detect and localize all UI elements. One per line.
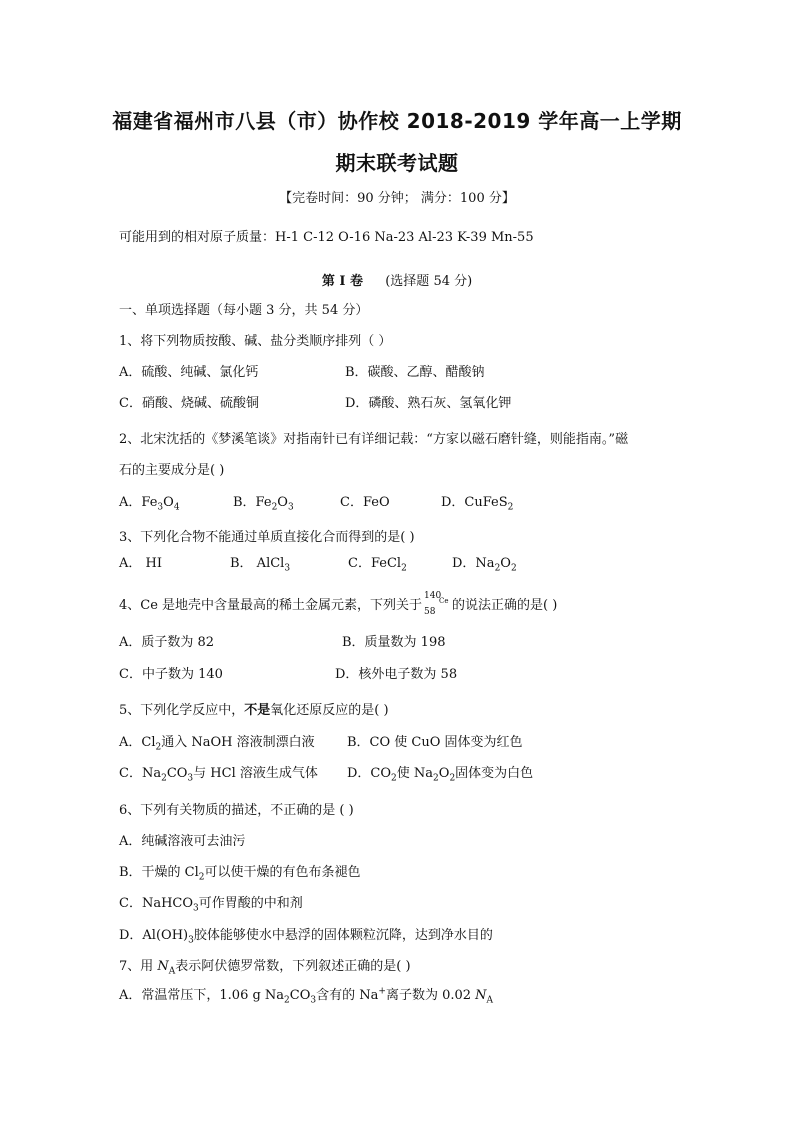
question-4-option-c: C．中子数为 140 [119, 667, 223, 682]
volume-title: 第 Ⅰ 卷 [321, 274, 363, 289]
question-2-option-d: D．CuFeS$_2$ [441, 495, 514, 513]
exam-info: 【完卷时间：90 分钟； 满分：100 分】 [279, 191, 515, 206]
question-4-option-a: A．质子数为 82 [119, 635, 215, 650]
exam-title-line2: 期末联考试题 [335, 151, 459, 175]
question-4-option-b: B．质量数为 198 [342, 635, 446, 650]
question-5-option-d: D．$CO_2$使 $Na_2O_2$固体变为白色 [347, 766, 534, 784]
atomic-masses: 可能用到的相对原子质量：H-1 C-12 O-16 Na-23 Al-23 K-39 Mn-55 [119, 230, 534, 245]
question-7-option-a: A．常温常压下，1.06 g $Na_2CO_3$含有的 Na+离子数为 0.02 $N_A$ [119, 986, 494, 1006]
question-5-option-c: C．$Na_2CO_3$与 HCl 溶液生成气体 [119, 766, 318, 784]
question-2-option-c: C．FeO [340, 495, 390, 510]
question-1-option-a: A．硫酸、纯碱、氯化钙 [119, 365, 259, 380]
question-7-stem: 7、用 $N_A$表示阿伏德罗常数，下列叙述正确的是( ) [119, 959, 411, 977]
question-1-stem: 1、将下列物质按酸、碱、盐分类顺序排列（ ） [119, 334, 392, 349]
question-2-stem-line2: 石的主要成分是( ) [119, 463, 225, 478]
question-4-option-d: D．核外电子数为 58 [335, 667, 458, 682]
cerium-nuclide-symbol: 140 58 Ce [424, 591, 449, 617]
volume-subtitle: (选择题 54 分) [385, 274, 473, 289]
volume-heading [0, 270, 794, 289]
question-6-stem: 6、下列有关物质的描述，不正确的是 ( ) [119, 803, 354, 818]
question-1-option-c: C．硝酸、烧碱、硫酸铜 [119, 396, 259, 411]
question-3-option-c: C．FeCl$_2$ [348, 556, 407, 574]
question-5-option-a: A．$Cl_2$通入 NaOH 溶液制漂白液 [119, 735, 315, 753]
exam-title-line1: 福建省福州市八县（市）协作校 2018-2019 学年高一上学期 [112, 109, 682, 133]
question-1-option-d: D．磷酸、熟石灰、氢氧化钾 [345, 396, 512, 411]
question-6-option-c: C．NaHCO$_3$可作胃酸的中和剂 [119, 896, 303, 914]
question-5-stem: 5、下列化学反应中，不是氧化还原反应的是( ) [119, 703, 389, 718]
question-6-option-d: D．$Al(OH)_3$胶体能够使水中悬浮的固体颗粒沉降，达到净水目的 [119, 928, 493, 946]
question-2-option-b: B．$Fe_2O_3$ [233, 495, 294, 513]
part-heading: 一、单项选择题（每小题 3 分，共 54 分） [119, 303, 369, 318]
question-3-option-d: D．$Na_2O_2$ [452, 556, 517, 574]
question-6-option-a: A．纯碱溶液可去油污 [119, 834, 246, 849]
question-3-option-b: B． AlCl$_3$ [230, 556, 291, 574]
question-6-option-b: B．干燥的 $Cl_2$可以使干燥的有色布条褪色 [119, 865, 361, 883]
question-3-stem: 3、下列化合物不能通过单质直接化合而得到的是( ) [119, 530, 415, 545]
question-3-option-a: A． HI [119, 556, 162, 571]
question-2-option-a: A．$Fe_3O_4$ [119, 495, 180, 513]
question-1-option-b: B．碳酸、乙醇、醋酸钠 [345, 365, 485, 380]
question-5-option-b: B．CO 使 CuO 固体变为红色 [347, 735, 523, 750]
question-4-stem: 4、Ce 是地壳中含量最高的稀土金属元素，下列关于 140 58 Ce 的说法正确的是( ) [119, 591, 558, 617]
question-2-stem-line1: 2、北宋沈括的《梦溪笔谈》对指南针已有详细记载：“方家以磁石磨针缝，则能指南。”磁 [119, 432, 629, 447]
